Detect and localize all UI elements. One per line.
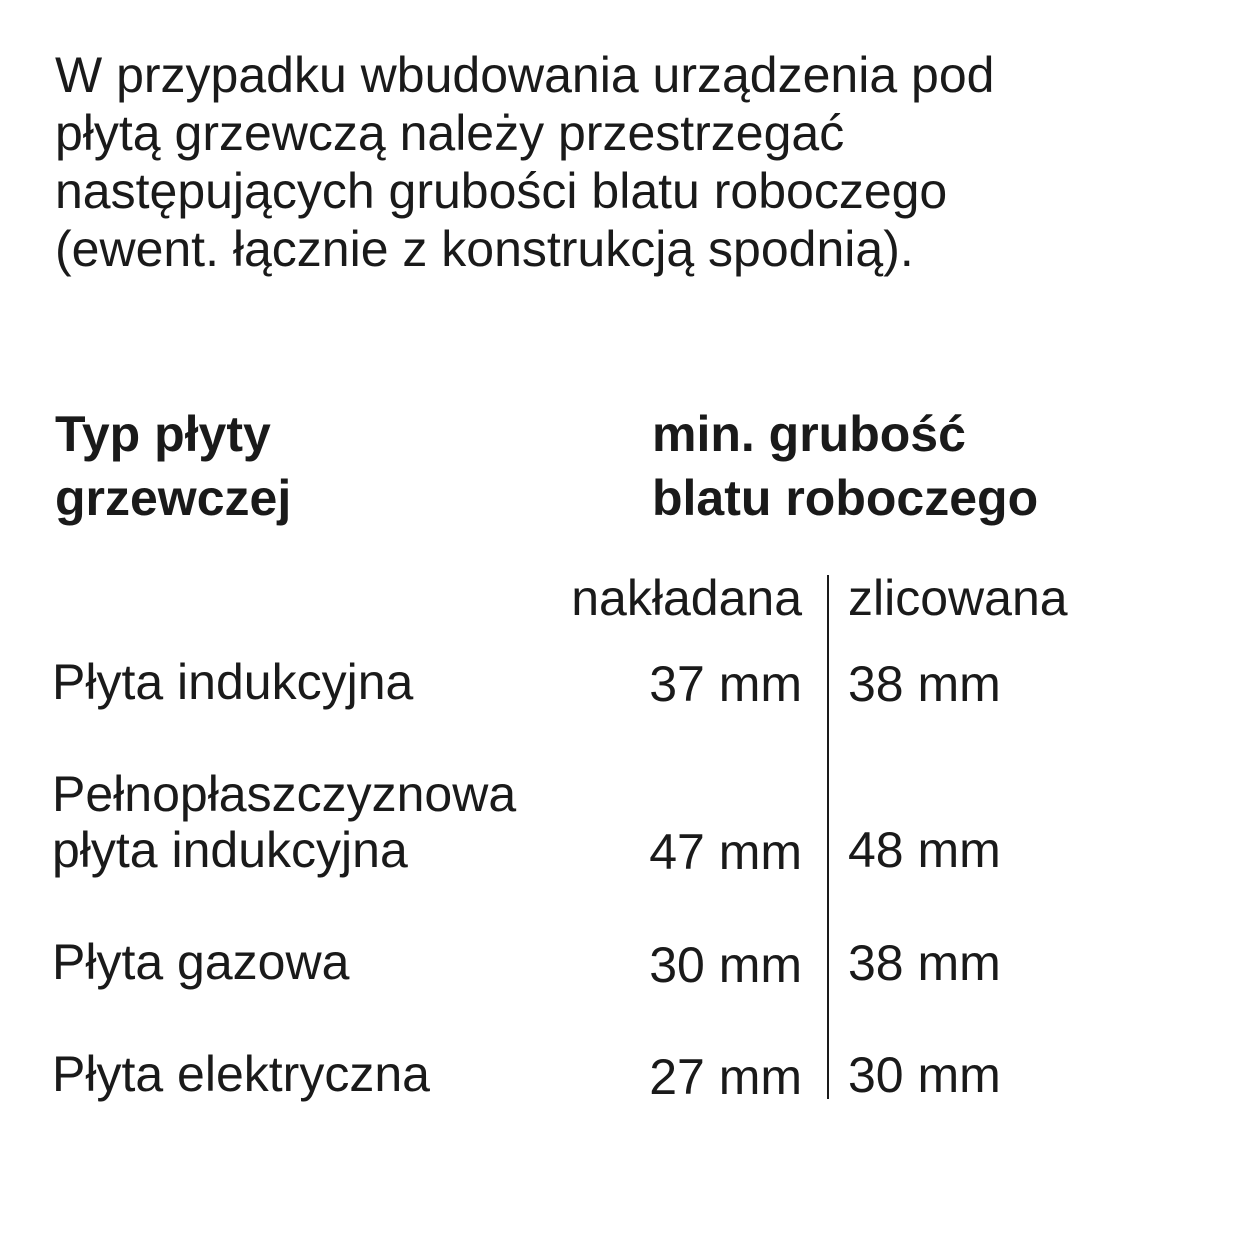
row-label-line: Pełnopłaszczyznowa [52,766,517,822]
row-label-line: Płyta indukcyjna [52,654,414,710]
row-label-line: Płyta gazowa [52,934,350,990]
subheader-overlay: nakładana [571,570,802,626]
row-label-electric [52,1046,430,1102]
column-header-line: grzewczej [55,470,292,526]
row-label-induction [52,654,413,710]
row-value-flush: 48 mm [848,822,1001,878]
column-divider [827,575,829,1099]
column-header-min-thickness [652,402,1038,530]
column-header-line: blatu roboczego [652,470,1039,526]
row-value-overlay: 30 mm [649,937,802,993]
row-value-flush: 38 mm [848,656,1001,712]
row-value-flush: 38 mm [848,935,1001,991]
intro-line: (ewent. łącznie z konstrukcją spodnią). [55,221,914,277]
row-value-overlay: 47 mm [649,824,802,880]
intro-line: W przypadku wbudowania urządzenia pod [55,47,995,103]
column-header-line: min. grubość [652,406,966,462]
row-label-line: Płyta elektryczna [52,1046,430,1102]
row-label-gas [52,934,349,990]
intro-line: następujących grubości blatu roboczego [55,163,948,219]
row-value-flush: 30 mm [848,1047,1001,1103]
intro-paragraph [55,46,1225,278]
intro-line: płytą grzewczą należy przestrzegać [55,105,845,161]
column-header-hob-type [55,402,291,530]
subheader-flush: zlicowana [848,570,1068,626]
row-label-line: płyta indukcyjna [52,822,408,878]
row-label-full-surface-induction [52,766,516,878]
row-value-overlay: 37 mm [649,656,802,712]
column-header-line: Typ płyty [55,406,271,462]
row-value-overlay: 27 mm [649,1049,802,1105]
